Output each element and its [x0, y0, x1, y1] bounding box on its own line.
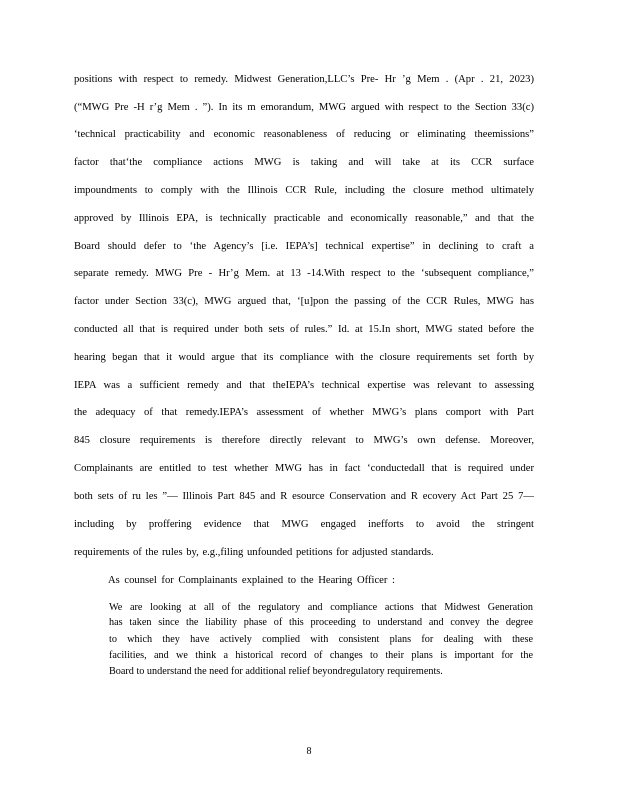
block-quote-line: facilities, and we think a historical record of changes to their plans is important for the [109, 650, 533, 661]
block-quote-line: has taken since the liability phase of this proceeding to understand and convey the degree [109, 617, 533, 628]
body-line: factor under Section 33(c), MWG argued that, ‘[u]pon the passing of the CCR Rules, MWG has [74, 296, 534, 307]
page-number: 8 [306, 746, 312, 757]
body-line: including by proffering evidence that MWG engaged inefforts to avoid the stringent [74, 519, 534, 530]
body-line: the adequacy of that remedy.IEPA’s assessment of whether MWG’s plans comport with Part [74, 407, 534, 418]
body-line: conducted all that is required under both sets of rules.” Id. at 15.In short, MWG stated before the [74, 324, 534, 335]
block-quote-line: to which they have actively complied with consistent plans for dealing with these [109, 634, 533, 645]
body-line: requirements of the rules by, e.g.,filing unfounded petitions for adjusted standards. [74, 547, 434, 558]
body-line: IEPA was a sufficient remedy and that theIEPA’s technical expertise was relevant to assessing [74, 380, 534, 391]
body-line: impoundments to comply with the Illinois CCR Rule, including the closure method ultimately [74, 185, 534, 196]
counsel-intro-line: As counsel for Complainants explained to the Hearing Officer : [108, 575, 395, 586]
block-quote-line: Board to understand the need for additional relief beyondregulatory requirements. [109, 666, 443, 677]
body-line: ‘technical practicability and economic reasonableness of reducing or eliminating theemissions” [74, 129, 534, 140]
body-line: Complainants are entitled to test whether MWG has in fact ‘conductedall that is required under [74, 463, 534, 474]
body-line: Board should defer to ‘the Agency’s [i.e. IEPA’s] technical expertise” in declining to craft a [74, 241, 534, 252]
body-line: factor that‘the compliance actions MWG is taking and will take at its CCR surface [74, 157, 534, 168]
body-line: 845 closure requirements is therefore directly relevant to MWG’s own defense. Moreover, [74, 435, 534, 446]
body-line: positions with respect to remedy. Midwest Generation,LLC’s Pre- Hr ’g Mem . (Apr . 21, 2023) [74, 74, 534, 85]
body-line: separate remedy. MWG Pre - Hr’g Mem. at 13 -14.With respect to the ‘subsequent compliance,” [74, 268, 534, 279]
body-line: (“MWG Pre -H r’g Mem . ”). In its m emorandum, MWG argued with respect to the Section 33(c) [74, 102, 534, 113]
body-line: approved by Illinois EPA, is technically practicable and economically reasonable,” and that the [74, 213, 534, 224]
body-line: hearing began that it would argue that its compliance with the closure requirements set forth by [74, 352, 534, 363]
block-quote-line: We are looking at all of the regulatory and compliance actions that Midwest Generation [109, 602, 533, 613]
body-line: both sets of ru les ”— Illinois Part 845 and R esource Conservation and R ecovery Act Part 25 7— [74, 491, 534, 502]
